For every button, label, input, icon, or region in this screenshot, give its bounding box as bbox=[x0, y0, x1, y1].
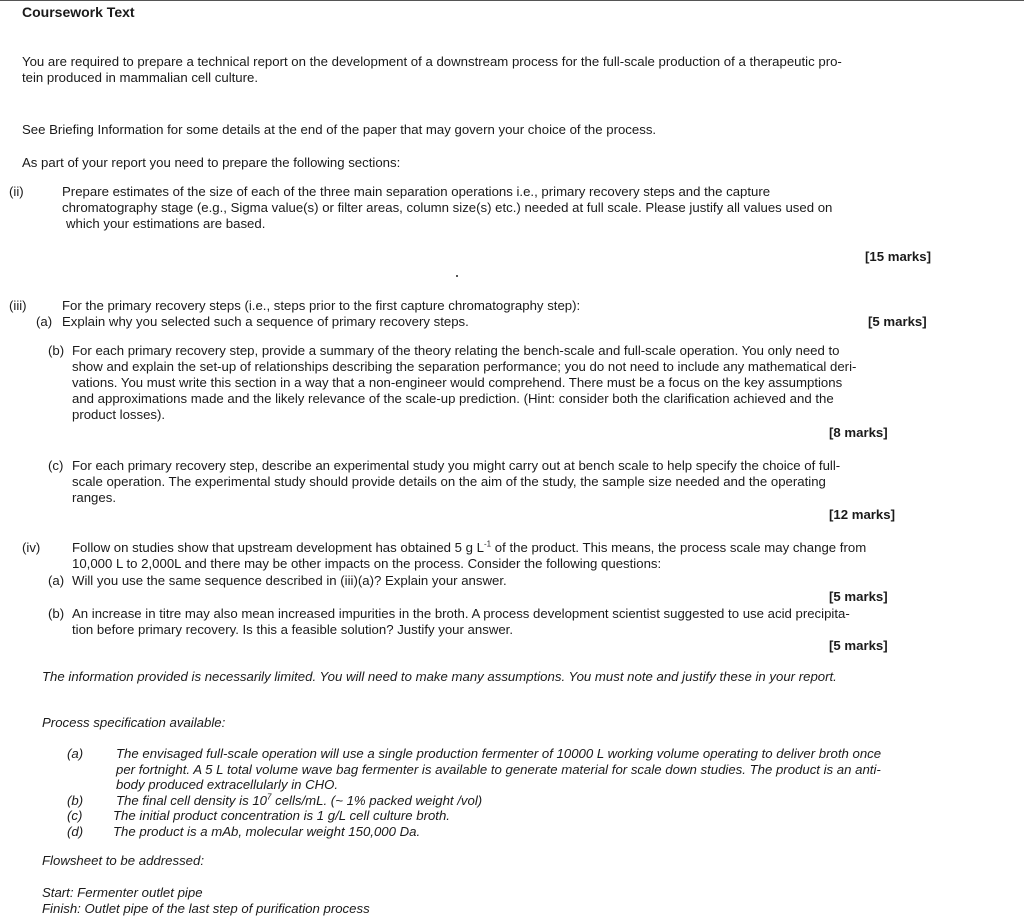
q-iii-b-line-4: and approximations made and the likely relevance of the scale-up prediction. (Hint: consider both the clarification achieved and the bbox=[72, 391, 834, 406]
q-iii-c-marks: [12 marks] bbox=[829, 507, 895, 522]
sections-intro: As part of your report you need to prepare the following sections: bbox=[22, 155, 401, 170]
q-iv-line-1-pre: Follow on studies show that upstream development has obtained 5 g L bbox=[72, 540, 484, 555]
q-iii-a-text: Explain why you selected such a sequence of primary recovery steps. bbox=[62, 314, 469, 329]
q-iii-b-label: (b) bbox=[48, 343, 65, 358]
q-iii-c-line-3: ranges. bbox=[72, 490, 116, 505]
spec-a-label: (a) bbox=[67, 746, 84, 761]
q-iii-b-line-1: For each primary recovery step, provide a summary of the theory relating the bench-scale and full-scale operation. You only need to bbox=[72, 343, 840, 358]
q-iv-b-marks: [5 marks] bbox=[829, 638, 888, 653]
q-iii-b-line-2: show and explain the set-up of relationships describing the separation performance; you do not need to include any mathematical deri- bbox=[72, 359, 857, 374]
q-iii-a-marks: [5 marks] bbox=[868, 314, 927, 329]
q-ii-number: (ii) bbox=[9, 184, 24, 199]
q-iv-a-text: Will you use the same sequence described in (iii)(a)? Explain your answer. bbox=[72, 573, 507, 588]
spec-b-sup: 7 bbox=[267, 792, 272, 802]
q-iii-b-line-3: vations. You must write this section in a way that a non-engineer would comprehend. There must be a focus on the key assumptions bbox=[72, 375, 843, 390]
spec-b-pre: The final cell density is 10 bbox=[116, 793, 267, 808]
spec-b-label: (b) bbox=[67, 793, 84, 808]
q-iv-a-label: (a) bbox=[48, 573, 65, 588]
q-iv-b-line-2: tion before primary recovery. Is this a feasible solution? Justify your answer. bbox=[72, 622, 514, 637]
q-iii-c-line-2: scale operation. The experimental study should provide details on the aim of the study, the sample size needed and the operating bbox=[72, 474, 826, 489]
q-iv-number: (iv) bbox=[22, 540, 41, 555]
q-iv-b-line-1: An increase in titre may also mean increased impurities in the broth. A process development scientist suggested to use acid precipita- bbox=[72, 606, 850, 621]
q-iv-line-1-post: of the product. This means, the process scale may change from bbox=[491, 540, 867, 555]
spec-a-line-1: The envisaged full-scale operation will use a single production fermenter of 10000 L working volume operating to deliver broth once bbox=[116, 746, 882, 761]
q-iv-line-2: 10,000 L to 2,000L and there may be other impacts on the process. Consider the following questions: bbox=[72, 556, 662, 571]
q-iii-number: (iii) bbox=[9, 298, 27, 313]
q-iii-a-label: (a) bbox=[36, 314, 53, 329]
assumptions-note: The information provided is necessarily limited. You will need to make many assumptions. You must note and justify these in your report. bbox=[42, 669, 837, 684]
spec-d-label: (d) bbox=[67, 824, 84, 839]
spec-b-post: cells/mL. (~ 1% packed weight /vol) bbox=[271, 793, 483, 808]
spec-b-text bbox=[116, 793, 482, 809]
q-ii-marks: [15 marks] bbox=[865, 249, 931, 264]
q-ii-line-1: Prepare estimates of the size of each of the three main separation operations i.e., primary recovery steps and the capture bbox=[62, 184, 771, 199]
flowsheet-heading: Flowsheet to be addressed: bbox=[42, 853, 205, 868]
q-iii-c-label: (c) bbox=[48, 458, 64, 473]
q-iv-line-1-sup: -1 bbox=[484, 539, 492, 549]
q-iv-b-label: (b) bbox=[48, 606, 65, 621]
flowsheet-finish: Finish: Outlet pipe of the last step of purification process bbox=[42, 901, 370, 916]
intro-line-1: You are required to prepare a technical report on the development of a downstream process for the full-scale production of a therapeutic pro- bbox=[22, 54, 842, 69]
q-iii-b-marks: [8 marks] bbox=[829, 425, 888, 440]
spec-a-line-3: body produced extracellularly in CHO. bbox=[116, 777, 339, 792]
intro-line-2: tein produced in mammalian cell culture. bbox=[22, 70, 259, 85]
spec-c-label: (c) bbox=[67, 808, 83, 823]
q-iii-line-1: For the primary recovery steps (i.e., steps prior to the first capture chromatography step): bbox=[62, 298, 581, 313]
q-ii-line-2: chromatography stage (e.g., Sigma value(s) or filter areas, column size(s) etc.) needed at full scale. Please justify all values used on bbox=[62, 200, 833, 215]
q-ii-line-3: which your estimations are based. bbox=[66, 216, 266, 231]
spec-c-text: The initial product concentration is 1 g/L cell culture broth. bbox=[113, 808, 450, 823]
briefing-note: See Briefing Information for some details at the end of the paper that may govern your choice of the process. bbox=[22, 122, 657, 137]
spec-d-text: The product is a mAb, molecular weight 150,000 Da. bbox=[113, 824, 421, 839]
q-iii-b-line-5: product losses). bbox=[72, 407, 166, 422]
spec-heading: Process specification available: bbox=[42, 715, 226, 730]
page-title: Coursework Text bbox=[22, 4, 135, 20]
flowsheet-start: Start: Fermenter outlet pipe bbox=[42, 885, 203, 900]
q-iii-c-line-1: For each primary recovery step, describe an experimental study you might carry out at bench scale to help specify the choice of full- bbox=[72, 458, 841, 473]
spec-a-line-2: per fortnight. A 5 L total volume wave bag fermenter is available to generate material for scale down studies. The product is an anti- bbox=[116, 762, 881, 777]
stray-dot bbox=[456, 275, 458, 277]
top-rule bbox=[0, 0, 1024, 1]
q-iv-line-1 bbox=[72, 540, 866, 556]
q-iv-a-marks: [5 marks] bbox=[829, 589, 888, 604]
